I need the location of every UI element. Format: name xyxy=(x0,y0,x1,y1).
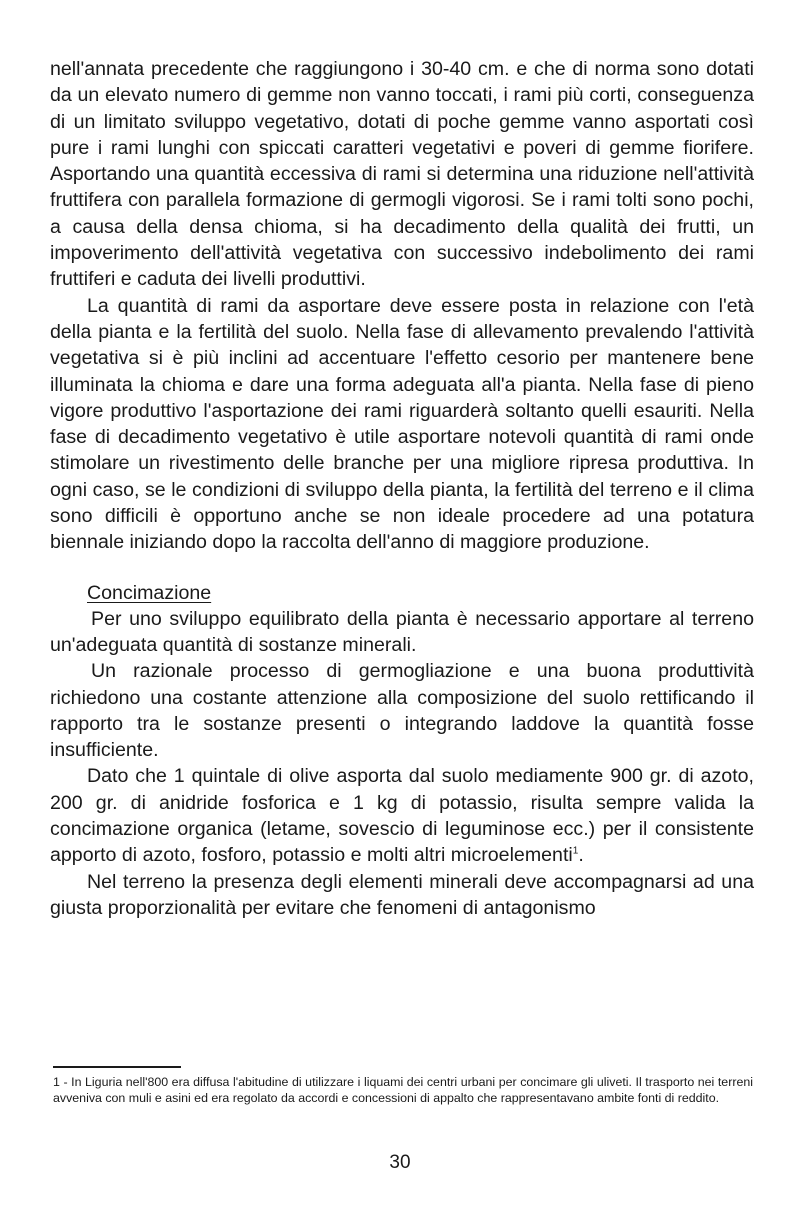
footnote-reference: 1 xyxy=(572,845,579,857)
paragraph-balanced-development: Per uno sviluppo equilibrato della pianta è necessario apportare al terreno un'adeguata quantità di sostanze minerali. xyxy=(50,607,754,656)
paragraph-pruning-quantity: La quantità di rami da asportare deve essere posta in relazione con l'età della pianta e la fertilità del suolo. Nella fase di allevamento prevalendo l'attività vegetativa si è più inclini ad accentuare l'effetto cesorio per mantenere bene illuminata la chioma e dare una forma adeguata all'a pianta. Nella fase di pieno vigore produttivo l'asportazione dei rami riguarderà soltanto quelli esauriti. Nella fase di decadimento vegetativo è utile asportare notevoli quantità di rami onde stimolare un rivestimento delle branche per una migliore ripresa produttiva. In ogni caso, se le condizioni di sviluppo della pianta, la fertilità del terreno e il clima sono difficili è opportuno anche se non ideale procedere ad una potatura biennale iniziando dopo la raccolta dell'anno di maggiore produzione. xyxy=(50,294,754,554)
page-number: 30 xyxy=(389,1152,411,1173)
section-heading-concimazione: Concimazione xyxy=(87,581,212,604)
paragraph-nutrient-removal xyxy=(50,763,754,868)
paragraph-mineral-proportion: Nel terreno la presenza degli elementi minerali deve accompagnarsi ad una giusta proporzionalità per evitare che fenomeni di antagonismo xyxy=(50,870,754,919)
footnote-divider xyxy=(53,1066,181,1068)
footnote-1: 1 - In Liguria nell'800 era diffusa l'abitudine di utilizzare i liquami dei centri urbani per concimare gli uliveti. Il trasporto nei terreni avveniva con muli e asini ed era regolato da accordi e concessioni di appalto che rappresentavano ambite fonti di reddito. xyxy=(53,1075,753,1105)
paragraph-germination: Un razionale processo di germogliazione e una buona produttività richiedono una costante attenzione alla composizione del suolo rettificando il rapporto tra le sostanze presenti o integrando laddove la quantità fosse insufficiente. xyxy=(50,660,754,762)
paragraph-pruning-continued: nell'annata precedente che raggiungono i 30-40 cm. e che di norma sono dotati da un elevato numero di gemme non vanno toccati, i rami più corti, conseguenza di un limitato sviluppo vegetativo, dotati di poche gemme vanno asportati così pure i rami lunghi con spiccati caratteri vegetativi e poveri di gemme fiorifere. Asportando una quantità eccessiva di rami si determina una riduzione nell'attività fruttifera con parallela formazione di germogli vigorosi. Se i rami tolti sono pochi, a causa della densa chioma, si ha decadimento della qualità dei frutti, un impoverimento dell'attività vegetativa con successivo indebolimento dei rami fruttiferi e caduta dei livelli produttivi. xyxy=(50,58,754,291)
page-body xyxy=(50,56,754,921)
paragraph-nutrient-removal-text: Dato che 1 quintale di olive asporta dal suolo mediamente 900 gr. di azoto, 200 gr. di anidride fosforica e 1 kg di potassio, risulta sempre valida la concimazione organica (letame, sovescio di leguminose ecc.) per il consistente apporto di azoto, fosforo, potassio e molti altri microelementi xyxy=(50,765,754,867)
paragraph-nutrient-removal-end: . xyxy=(578,844,584,867)
